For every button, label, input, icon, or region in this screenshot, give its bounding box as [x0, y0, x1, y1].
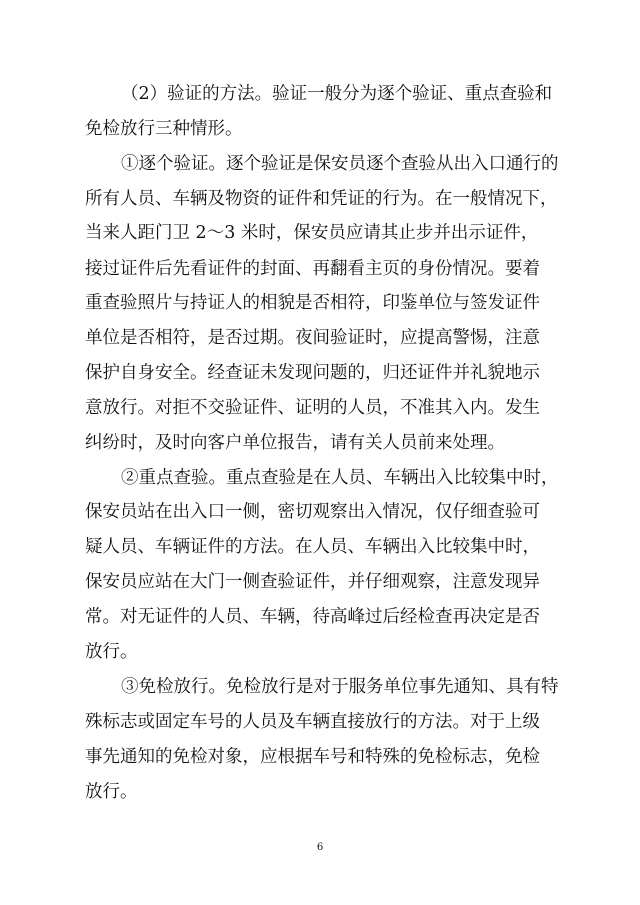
text-line: 接过证件后先看证件的封面、再翻看主页的身份情况。要着: [85, 259, 540, 279]
text-line: 保安员应站在大门一侧查验证件，并仔细观察，注意发现异: [85, 572, 540, 592]
text-line: 重查验照片与持证人的相貌是否相符，印鉴单位与签发证件: [85, 293, 540, 313]
text-line: ③免检放行。免检放行是对于服务单位事先通知、具有特: [121, 677, 559, 697]
text-line: 所有人员、车辆及物资的证件和凭证的行为。在一般情况下，: [85, 189, 558, 209]
text-line: 殊标志或固定车号的人员及车辆直接放行的方法。对于上级: [85, 712, 540, 732]
text-line: （2）验证的方法。验证一般分为逐个验证、重点查验和: [121, 84, 553, 104]
text-line: 意放行。对拒不交验证件、证明的人员，不准其入内。发生: [85, 398, 540, 418]
text-line: ②重点查验。重点查验是在人员、车辆出入比较集中时，: [121, 468, 559, 488]
page-number: 6: [316, 842, 324, 853]
text-line: 纠纷时，及时向客户单位报告，请有关人员前来处理。: [85, 433, 505, 453]
text-line: 事先通知的免检对象，应根据车号和特殊的免检标志，免检: [85, 747, 540, 767]
text-line: 疑人员、车辆证件的方法。在人员、车辆出入比较集中时，: [85, 537, 540, 557]
text-line: 单位是否相符，是否过期。夜间验证时，应提高警惕，注意: [85, 328, 540, 348]
text-line: 当来人距门卫 2～3 米时，保安员应请其止步并出示证件，: [85, 223, 539, 243]
text-line: ①逐个验证。逐个验证是保安员逐个查验从出入口通行的: [121, 154, 559, 174]
text-line: 放行。: [85, 642, 138, 662]
text-line: 保安员站在出入口一侧，密切观察出入情况，仅仔细查验可: [85, 502, 540, 522]
text-line: 免检放行三种情形。: [85, 119, 243, 139]
text-line: 常。对无证件的人员、车辆，待高峰过后经检查再决定是否: [85, 607, 540, 627]
text-line: 保护自身安全。经查证未发现问题的，归还证件并礼貌地示: [85, 363, 540, 383]
text-line: 放行。: [85, 782, 138, 802]
